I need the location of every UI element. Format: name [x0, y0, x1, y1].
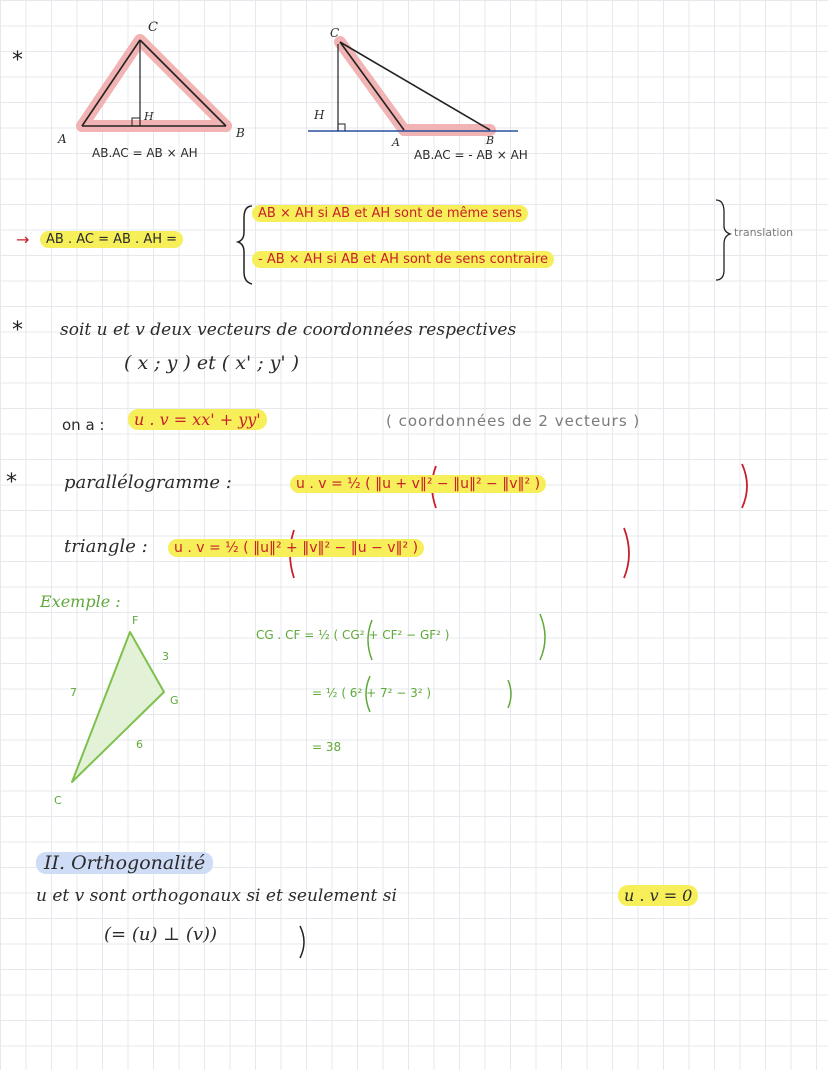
case-brace-left — [238, 206, 252, 284]
example-label-c: C — [54, 794, 62, 807]
equivalence-bracket — [300, 926, 304, 958]
example-triangle — [72, 632, 164, 782]
arrow-icon: → — [16, 230, 30, 249]
case-1: AB × AH si AB et AH sont de même sens — [252, 206, 528, 221]
example-side-cf: 7 — [70, 686, 77, 699]
figure-1-triangle — [82, 40, 226, 126]
fig1-label-c: C — [148, 20, 158, 35]
coords-values: ( x ; y ) et ( x' ; y' ) — [124, 352, 300, 374]
example-line-1: CG . CF = ½ ( CG² + CF² − GF² ) — [256, 628, 450, 642]
bullet-2: * — [12, 318, 23, 343]
example-label-f: F — [132, 614, 139, 627]
example-line-2: = ½ ( 6² + 7² − 3² ) — [312, 686, 432, 700]
fig1-label-a: A — [58, 132, 67, 146]
fig2-label-a: A — [392, 136, 400, 149]
orthogonal-condition: u . v = 0 — [618, 886, 698, 905]
case-rule-lhs: AB . AC = AB . AH = — [40, 232, 183, 247]
scalar-formula: u . v = xx' + yy' — [128, 410, 267, 429]
bullet-1: * — [12, 48, 23, 73]
section-title: II. Orthogonalité — [36, 852, 213, 874]
example-side-cg: 6 — [136, 738, 143, 751]
parallelogram-formula: u . v = ½ ( ‖u + v‖² − ‖u‖² − ‖v‖² ) — [290, 476, 546, 492]
bullet-3: * — [6, 470, 17, 495]
side-note: translation — [734, 226, 794, 239]
example-label-g: G — [170, 694, 179, 707]
on-a-label: on a : — [62, 416, 105, 434]
fig1-formula: AB.AC = AB × AH — [92, 146, 198, 160]
case-2: - AB × AH si AB et AH sont de sens contraire — [252, 252, 554, 267]
example-line-3: = 38 — [312, 740, 342, 754]
fig1-label-h: H — [144, 110, 154, 123]
triangle-formula: u . v = ½ ( ‖u‖² + ‖v‖² − ‖u − v‖² ) — [168, 540, 424, 556]
coords-note: ( coordonnées de 2 vecteurs ) — [386, 412, 641, 430]
parallelogram-label: parallélogramme : — [64, 472, 232, 493]
case-brace-right — [716, 200, 730, 280]
figure-2-triangle — [308, 42, 518, 131]
example-title: Exemple : — [40, 592, 121, 611]
fig1-label-b: B — [236, 126, 245, 140]
orthogonal-statement: u et v sont orthogonaux si et seulement si — [36, 886, 397, 906]
fig2-label-b: B — [486, 134, 495, 147]
triangle-label: triangle : — [64, 536, 148, 557]
fig2-formula: AB.AC = - AB × AH — [414, 148, 528, 162]
coords-intro: soit u et v deux vecteurs de coordonnées respectives — [60, 320, 517, 340]
fig2-label-c: C — [330, 26, 340, 40]
example-side-fg: 3 — [162, 650, 169, 663]
fig2-label-h: H — [314, 108, 325, 122]
orthogonal-equivalence: (= (u) ⊥ (v)) — [104, 924, 218, 945]
